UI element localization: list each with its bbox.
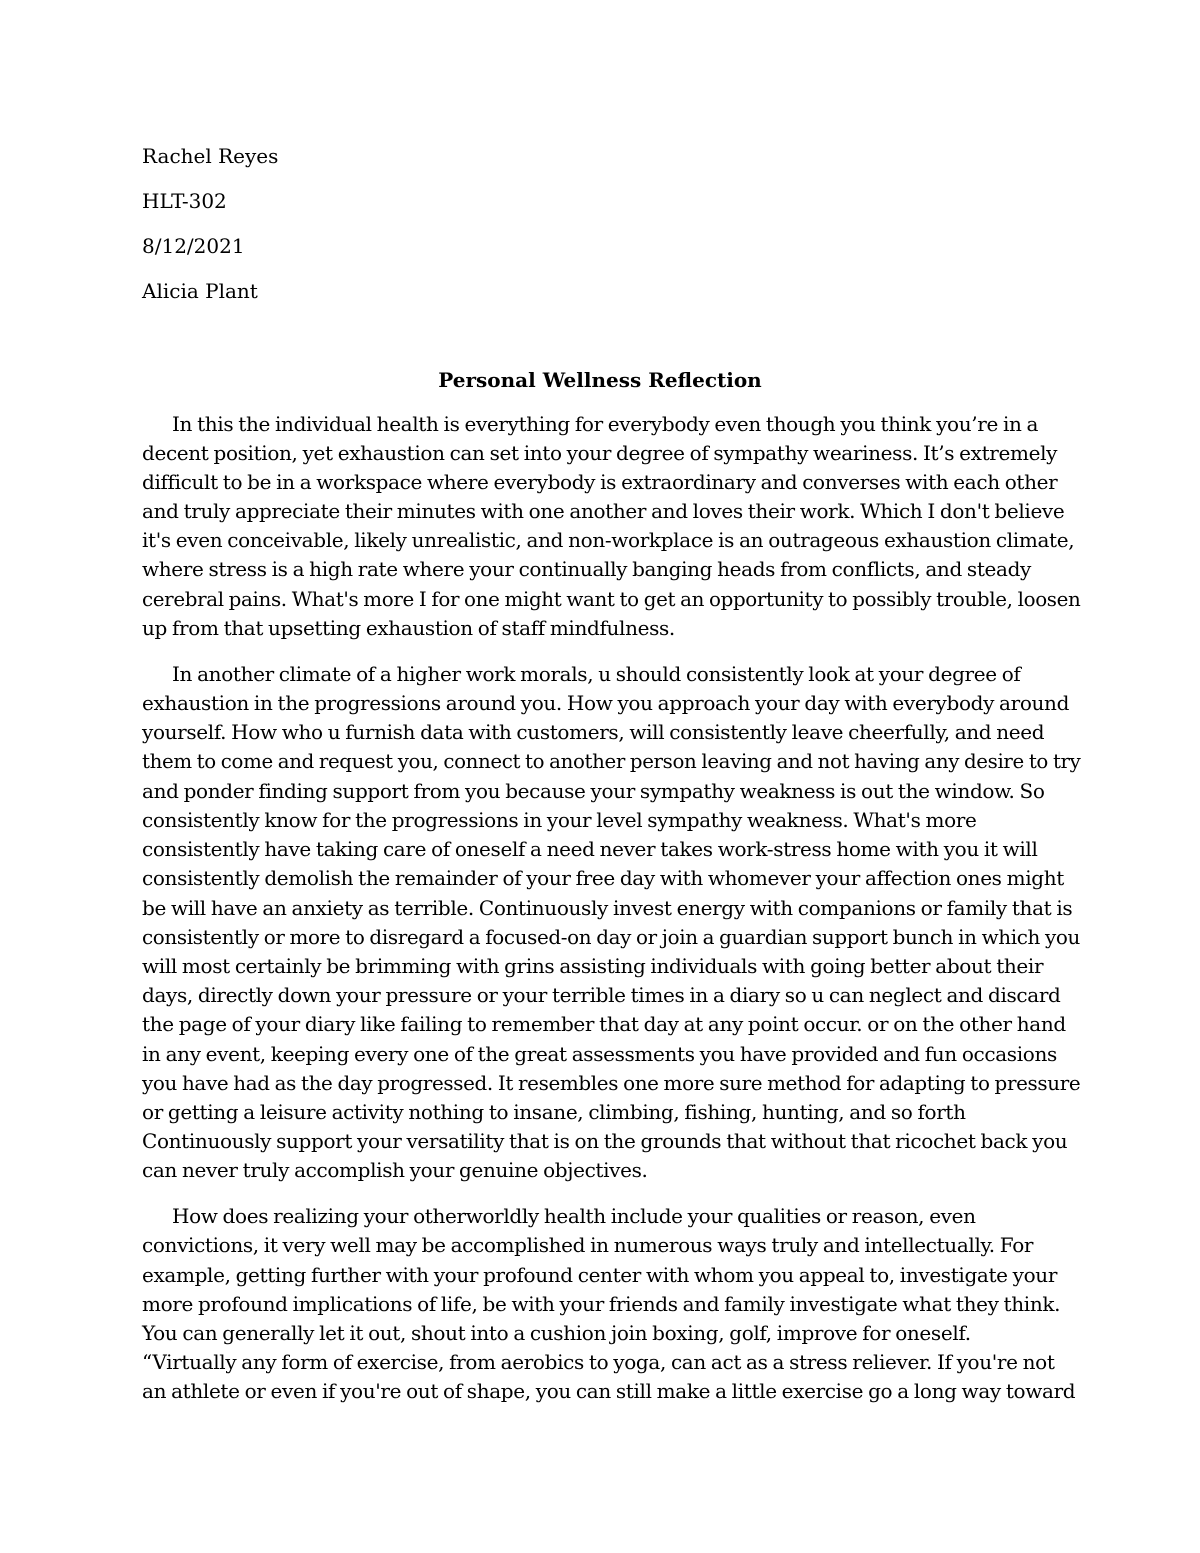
paragraph-2-line: yourself. How who u furnish data with customers, will consistently leave cheerfully, and need xyxy=(142,720,1045,744)
paragraph-1-line: where stress is a high rate where your continually banging heads from conflicts, and steady xyxy=(142,557,1031,581)
paragraph-2-line: will most certainly be brimming with grins assisting individuals with going better about their xyxy=(142,954,1044,978)
paragraph-1-line: it's even conceivable, likely unrealistic, and non-workplace is an outrageous exhaustion climate, xyxy=(142,528,1075,552)
paragraph-3-line: convictions, it very well may be accomplished in numerous ways truly and intellectually. For xyxy=(142,1233,1034,1257)
paragraph-2-line: consistently or more to disregard a focused-on day or join a guardian support bunch in which you xyxy=(142,925,1080,949)
paragraph-3-line: “Virtually any form of exercise, from aerobics to yoga, can act as a stress reliever. If you're not xyxy=(142,1350,1055,1374)
paragraph-2-line: exhaustion in the progressions around you. How you approach your day with everybody around xyxy=(142,691,1070,715)
course-code: HLT-302 xyxy=(142,189,227,213)
paragraph-3-line: You can generally let it out, shout into a cushion join boxing, golf, improve for oneself. xyxy=(142,1321,971,1345)
paragraph-3-line: How does realizing your otherworldly health include your qualities or reason, even xyxy=(172,1204,976,1228)
paragraph-2-line: be will have an anxiety as terrible. Continuously invest energy with companions or family that is xyxy=(142,896,1073,920)
paragraph-1-line: and truly appreciate their minutes with one another and loves their work. Which I don't believe xyxy=(142,499,1065,523)
instructor-name: Alicia Plant xyxy=(142,279,258,303)
paragraph-2-line: or getting a leisure activity nothing to insane, climbing, fishing, hunting, and so forth xyxy=(142,1100,966,1124)
paragraph-3-line: example, getting further with your profound center with whom you appeal to, investigate your xyxy=(142,1263,1058,1287)
document-title: Personal Wellness Reflection xyxy=(438,368,762,392)
paragraph-2-line: them to come and request you, connect to another person leaving and not having any desire to try xyxy=(142,749,1081,773)
paragraph-2-line: consistently know for the progressions in your level sympathy weakness. What's more xyxy=(142,808,977,832)
paragraph-1-line: In this the individual health is everything for everybody even though you think you’re in a xyxy=(172,412,1039,436)
paragraph-1-line: difficult to be in a workspace where everybody is extraordinary and converses with each other xyxy=(142,470,1058,494)
paragraph-1-line: up from that upsetting exhaustion of staff mindfulness. xyxy=(142,616,675,640)
paragraph-2-line: you have had as the day progressed. It resembles one more sure method for adapting to pressure xyxy=(142,1071,1081,1095)
paragraph-3-line: an athlete or even if you're out of shape, you can still make a little exercise go a long way toward xyxy=(142,1379,1076,1403)
paragraph-2-line: days, directly down your pressure or your terrible times in a diary so u can neglect and discard xyxy=(142,983,1061,1007)
paragraph-3-line: more profound implications of life, be with your friends and family investigate what they think. xyxy=(142,1292,1061,1316)
author-name: Rachel Reyes xyxy=(142,144,279,168)
paragraph-2-line: and ponder finding support from you because your sympathy weakness is out the window. So xyxy=(142,779,1045,803)
paragraph-1-line: cerebral pains. What's more I for one might want to get an opportunity to possibly trouble, loosen xyxy=(142,587,1081,611)
paragraph-1-line: decent position, yet exhaustion can set into your degree of sympathy weariness. It’s extremely xyxy=(142,441,1058,465)
paragraph-2-line: Continuously support your versatility that is on the grounds that without that ricochet back you xyxy=(142,1129,1068,1153)
paragraph-2-line: consistently have taking care of oneself a need never takes work-stress home with you it will xyxy=(142,837,1038,861)
paragraph-2-line: consistently demolish the remainder of your free day with whomever your affection ones might xyxy=(142,866,1064,890)
paragraph-2-line: In another climate of a higher work morals, u should consistently look at your degree of xyxy=(172,662,1021,686)
date: 8/12/2021 xyxy=(142,234,245,258)
paragraph-2-line: in any event, keeping every one of the great assessments you have provided and fun occasions xyxy=(142,1042,1057,1066)
paragraph-2-line: can never truly accomplish your genuine objectives. xyxy=(142,1158,648,1182)
paragraph-2-line: the page of your diary like failing to remember that day at any point occur. or on the other hand xyxy=(142,1012,1066,1036)
